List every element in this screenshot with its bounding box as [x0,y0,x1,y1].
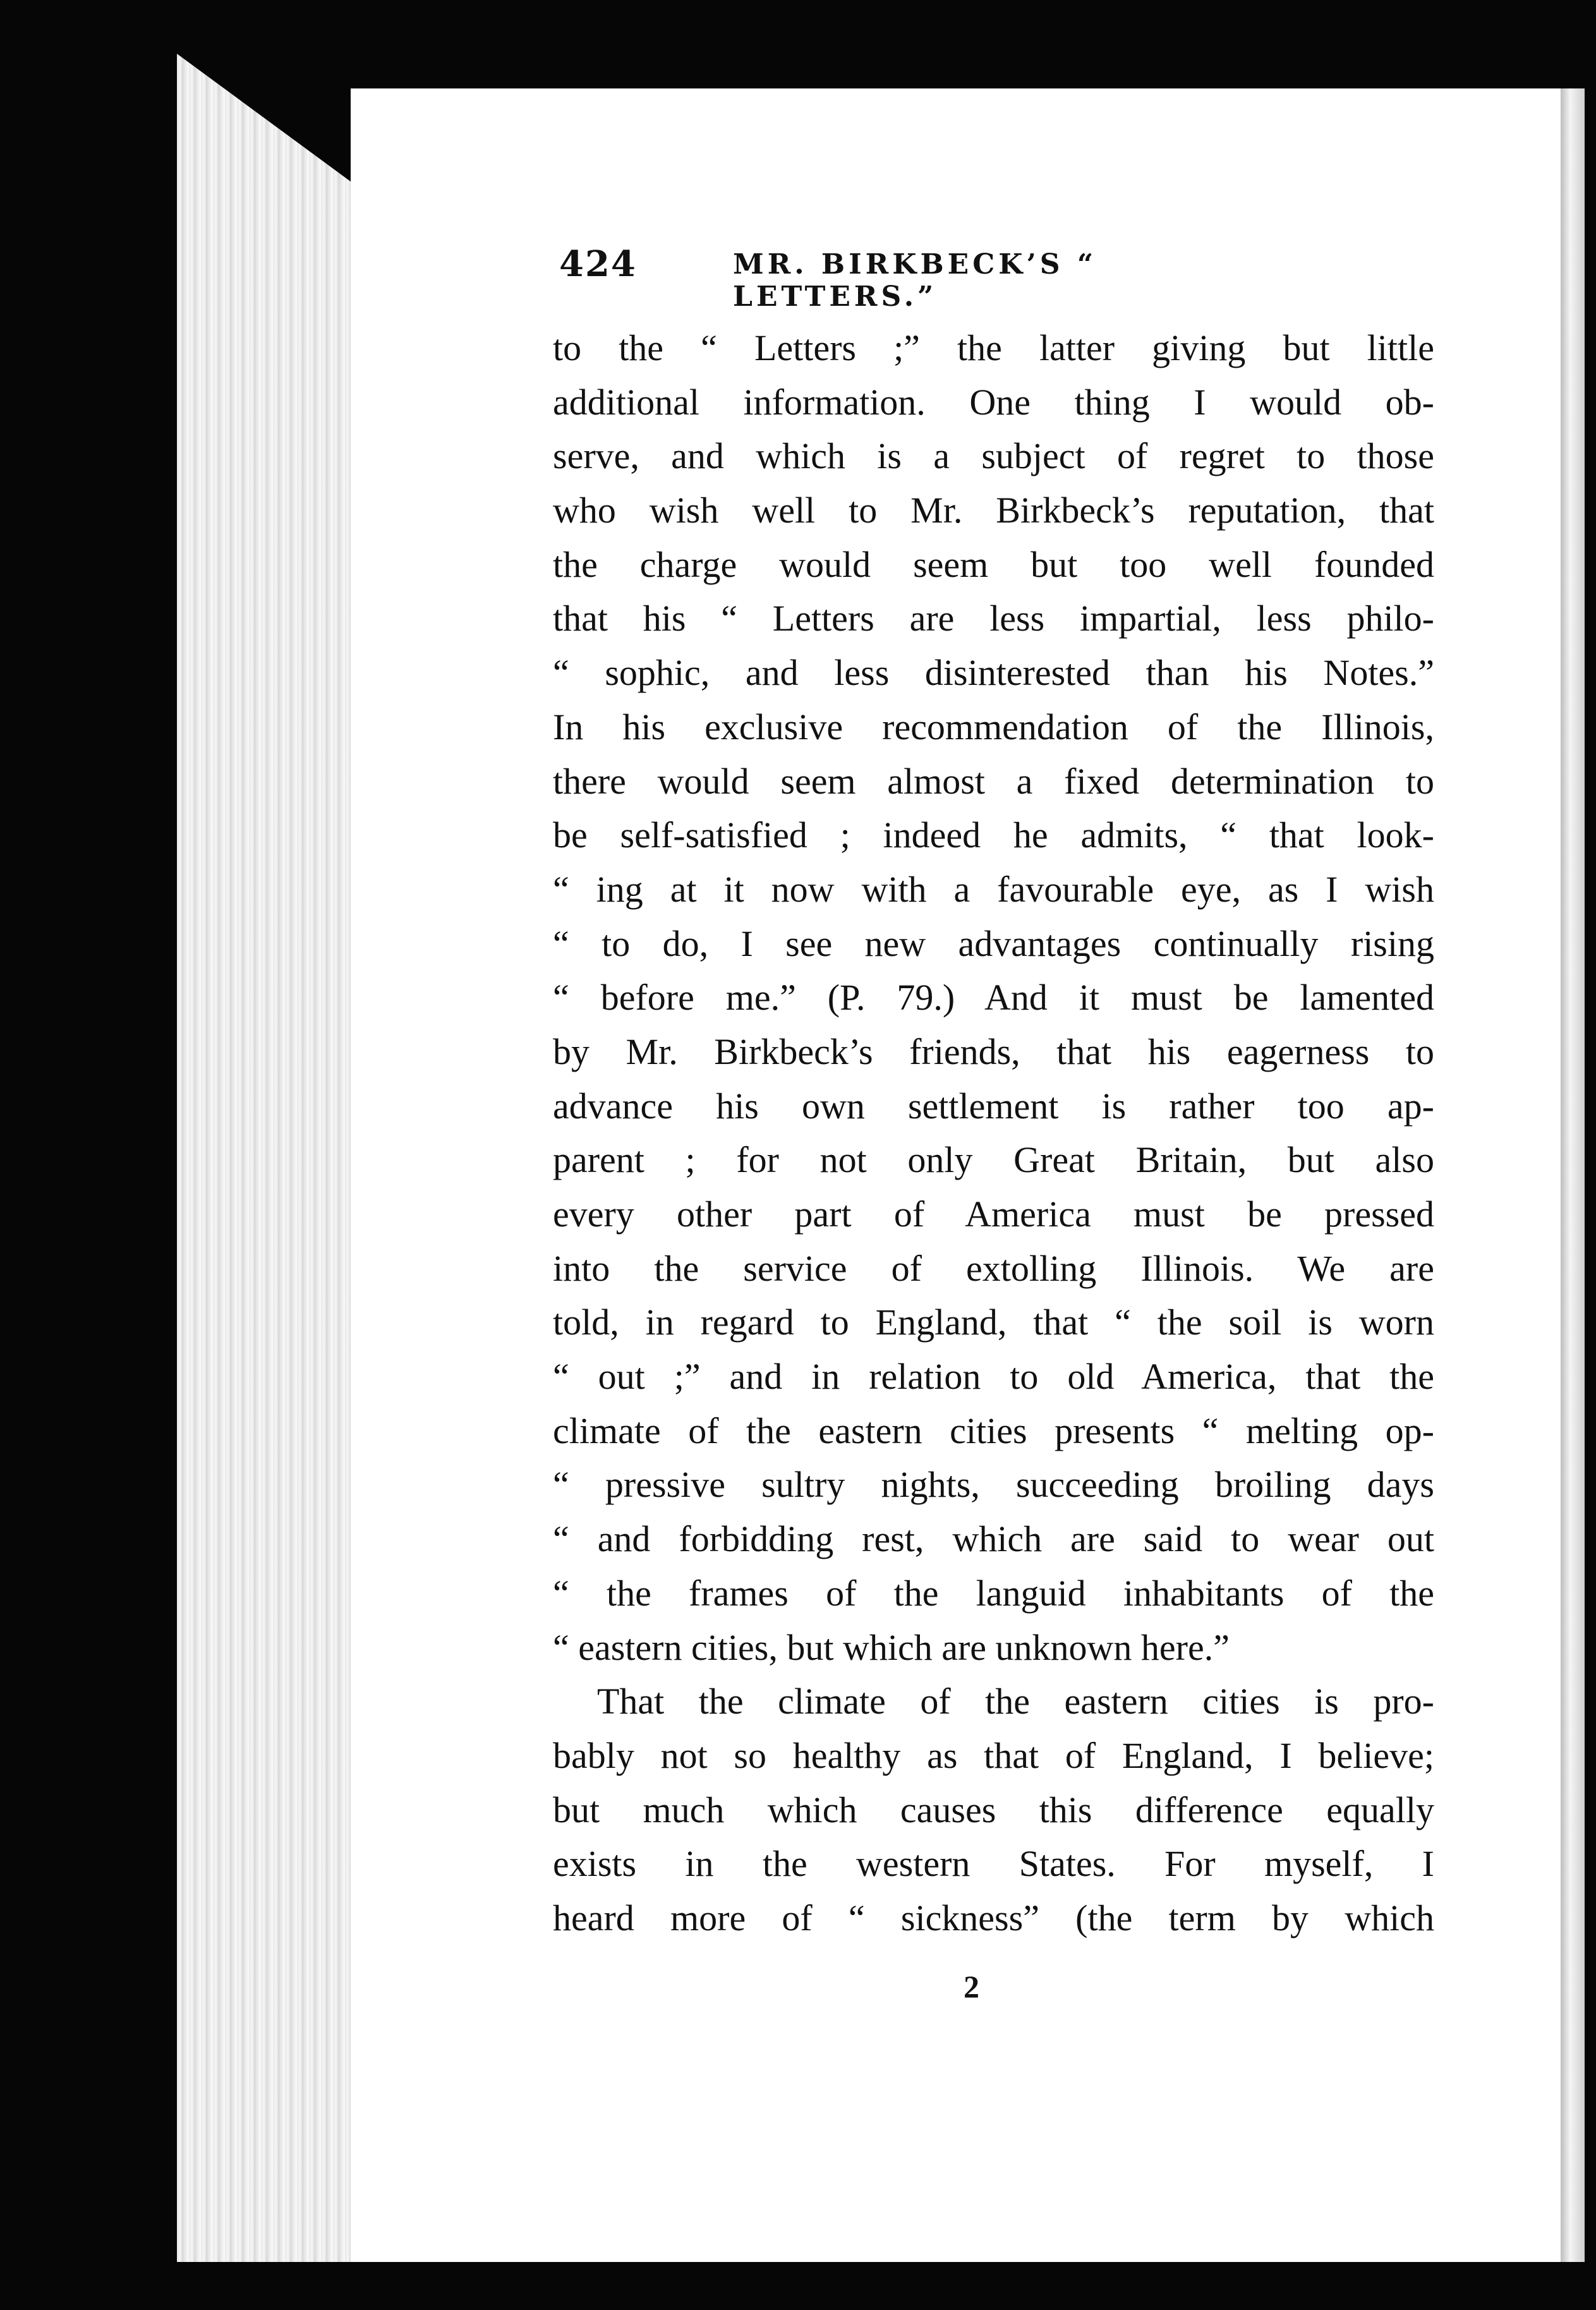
text-line: “ ing at it now with a favourable eye, as I wish [553,868,1434,910]
text-line: into the service of extolling Illinois. We are [553,1247,1434,1289]
text-line: “ eastern cities, but which are unknown here.” [553,1626,1230,1668]
page-fold-shadow [1561,88,1585,2262]
text-line: “ before me.” (P. 79.) And it must be lamented [553,977,1434,1019]
text-line: parent ; for not only Great Britain, but also [553,1139,1434,1181]
text-line: “ out ;” and in relation to old America, that the [553,1356,1434,1398]
page-number: 424 [559,243,637,285]
body-text [553,321,1434,1945]
signature-mark: 2 [964,1969,979,2004]
text-line: to the “ Letters ;” the latter giving but little [553,327,1434,368]
text-line: “ and forbidding rest, which are said to wear out [553,1518,1434,1560]
text-line: but much which causes this difference equally [553,1789,1434,1830]
text-line: there would seem almost a fixed determination to [553,760,1434,802]
text-line: by Mr. Birkbeck’s friends, that his eagerness to [553,1031,1434,1072]
text-line: “ the frames of the languid inhabitants of the [553,1572,1434,1614]
text-line: heard more of “ sickness” (the term by which [553,1897,1434,1938]
text-line: In his exclusive recommendation of the Illinois, [553,706,1434,747]
text-line: bably not so healthy as that of England, I believe; [553,1734,1434,1776]
text-line: “ to do, I see new advantages continually rising [553,922,1434,964]
text-line: that his “ Letters are less impartial, less philo- [553,598,1434,639]
text-line: exists in the western States. For myself, I [553,1843,1434,1885]
text-line: “ sophic, and less disinterested than his Notes.” [553,652,1434,694]
running-title: MR. BIRKBECK’S “ LETTERS.” [733,248,1097,313]
text-line: be self-satisfied ; indeed he admits, “ that look- [553,814,1434,856]
text-line: told, in regard to England, that “ the soil is worn [553,1302,1434,1343]
text-line: That the climate of the eastern cities is pro- [597,1681,1434,1722]
text-line: the charge would seem but too well founded [553,543,1434,585]
text-line: advance his own settlement is rather too ap- [553,1085,1434,1127]
text-line: additional information. One thing I would ob- [553,381,1434,423]
text-line: climate of the eastern cities presents “ melting op- [553,1410,1434,1451]
text-line: “ pressive sultry nights, succeeding broiling days [553,1464,1434,1506]
book-page-edges [177,54,357,2262]
text-line: every other part of America must be pressed [553,1194,1434,1235]
text-line: serve, and which is a subject of regret to those [553,435,1434,477]
text-line: who wish well to Mr. Birkbeck’s reputation, that [553,490,1434,531]
